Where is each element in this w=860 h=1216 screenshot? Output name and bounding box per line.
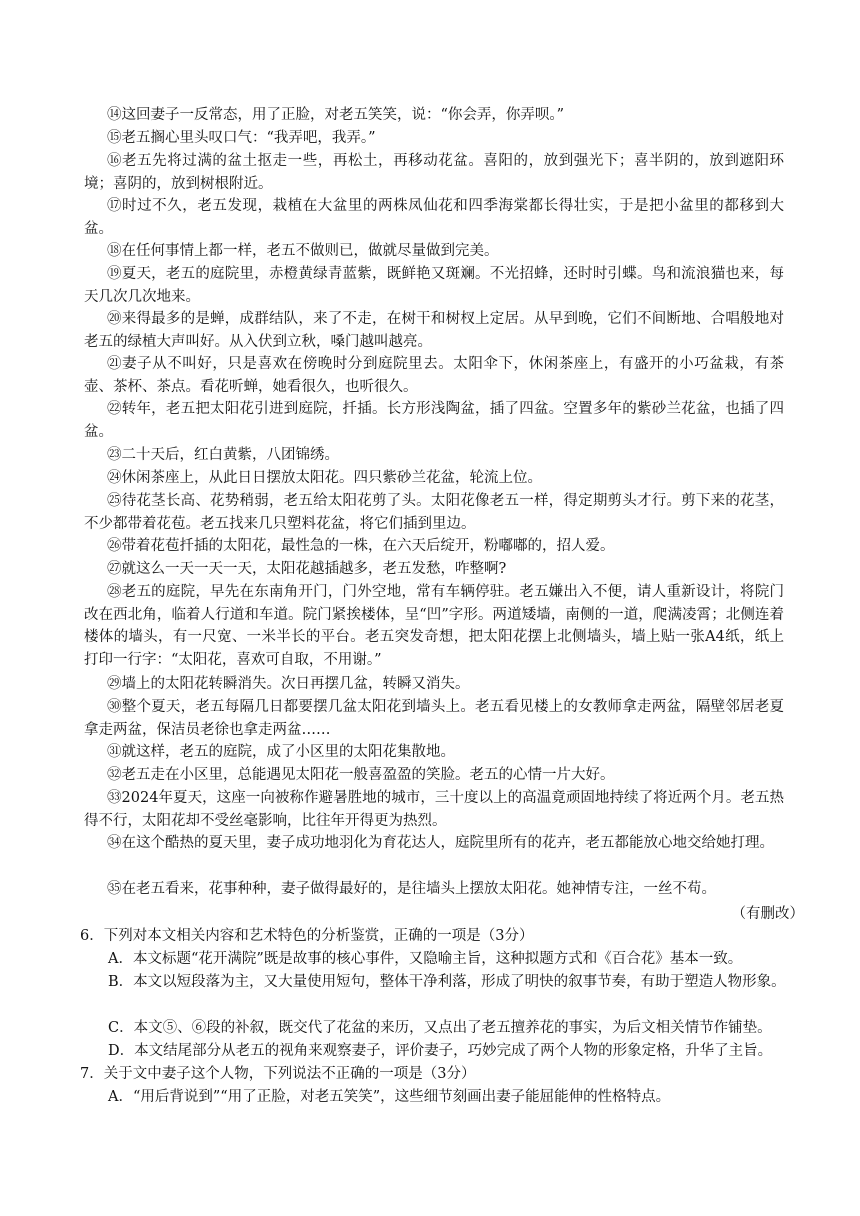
question-6-option-d: D．本文结尾部分从老五的视角来观察妻子，评价妻子，巧妙完成了两个人物的形象定格，升华了主旨。 bbox=[108, 1043, 773, 1059]
paragraph-31: ㉛就这样，老五的庭院，成了小区里的太阳花集散地。 bbox=[107, 744, 455, 760]
paragraph-21: ㉑妻子从不叫好，只是喜欢在傍晚时分到庭院里去。太阳伞下，休闲茶座上，有盛开的小巧盆栽，有茶壶、茶杯、茶点。看花听蝉，她看很久，也听很久。 bbox=[84, 356, 784, 395]
paragraph-29: ㉙墙上的太阳花转瞬消失。次日再摆几盆，转瞬又消失。 bbox=[107, 676, 470, 692]
question-7-option-a: A．“用后背说到”“用了正脸，对老五笑笑”，这些细节刻画出妻子能屈能伸的性格特点。 bbox=[108, 1089, 671, 1105]
paragraph-18: ⑱在任何事情上都一样，老五不做则已，做就尽量做到完美。 bbox=[107, 243, 499, 259]
paragraph-23: ㉓二十天后，红白黄紫，八团锦绣。 bbox=[107, 447, 339, 463]
paragraph-35: ㉟在老五看来，花事种种，妻子做得最好的，是往墙头上摆放太阳花。她神情专注，一丝不苟。 bbox=[107, 881, 716, 897]
source-note: （有删改） bbox=[731, 906, 804, 922]
paragraph-15: ⑮老五搁心里头叹口气：“我弄吧，我弄。” bbox=[107, 130, 376, 146]
paragraph-30: ㉚整个夏天，老五每隔几日都要摆几盆太阳花到墙头上。老五看见楼上的女教师拿走两盆，隔壁邻居老夏拿走两盆，保洁员老徐也拿走两盆…… bbox=[84, 699, 784, 738]
paragraph-32: ㉜老五走在小区里，总能遇见太阳花一般喜盈盈的笑脸。老五的心情一片大好。 bbox=[107, 767, 615, 783]
paragraph-17: ⑰时过不久，老五发现，栽植在大盆里的两株凤仙花和四季海棠都长得壮实，于是把小盆里的都移到大盆。 bbox=[84, 198, 784, 237]
paragraph-19: ⑲夏天，老五的庭院里，赤橙黄绿青蓝紫，既鲜艳又斑斓。不光招蜂，还时时引蝶。鸟和流浪猫也来，每天几次几次地来。 bbox=[84, 266, 784, 305]
paragraph-24: ㉔休闲茶座上，从此日日摆放太阳花。四只紫砂兰花盆，轮流上位。 bbox=[107, 470, 542, 486]
paragraph-26: ㉖带着花苞扦插的太阳花，最性急的一株，在六天后绽开，粉嘟嘟的，招人爱。 bbox=[107, 538, 615, 554]
paragraph-16: ⑯老五先将过满的盆土抠走一些，再松土，再移动花盆。喜阳的，放到强光下；喜半阴的，放到遮阳环境；喜阴的，放到树根附近。 bbox=[84, 153, 784, 192]
paragraph-22: ㉒转年，老五把太阳花引进到庭院，扦插。长方形浅陶盆，插了四盆。空置多年的紫砂兰花盆，也插了四盆。 bbox=[84, 401, 784, 440]
question-6-option-b: B．本文以短段落为主，又大量使用短句，整体干净利落，形成了明快的叙事节奏，有助于塑造人物形象。 bbox=[108, 974, 786, 990]
question-6-stem: 6．下列对本文相关内容和艺术特色的分析鉴赏，正确的一项是（3分） bbox=[80, 928, 534, 944]
paragraph-20: ⑳来得最多的是蝉，成群结队，来了不走，在树干和树杈上定居。从早到晚，它们不间断地、合唱般地对老五的绿植大声叫好。从入伏到立秋，嗓门越叫越亮。 bbox=[84, 311, 784, 350]
paragraph-14: ⑭这回妻子一反常态，用了正脸，对老五笑笑，说：“你会弄，你弄呗。” bbox=[107, 107, 565, 123]
paragraph-33: ㉝2024年夏天，这座一向被称作避暑胜地的城市，三十度以上的高温竟顽固地持续了将近两个月。老五热得不行，太阳花却不受丝毫影响，比往年开得更为热烈。 bbox=[84, 790, 784, 829]
question-6-option-c: C．本文⑤、⑥段的补叙，既交代了花盆的来历，又点出了老五擅养花的事实，为后文相关情节作铺垫。 bbox=[108, 1020, 772, 1036]
paragraph-34: ㉞在这个酷热的夏天里，妻子成功地羽化为育花达人，庭院里所有的花卉，老五都能放心地交给她打理。 bbox=[107, 835, 774, 851]
paragraph-25: ㉕待花茎长高、花势稍弱，老五给太阳花剪了头。太阳花像老五一样，得定期剪头才行。剪下来的花茎，不少都带着花苞。老五找来几只塑料花盆，将它们插到里边。 bbox=[84, 493, 784, 532]
paragraph-28: ㉘老五的庭院，早先在东南角开门，门外空地，常有车辆停驻。老五嫌出入不便，请人重新设计，将院门改在西北角，临着人行道和车道。院门紧挨楼体，呈“凹”字形。两道矮墙，南侧的一道，爬满凌霄；北侧连着楼体的墙头，有一尺宽、一米半长的平台。老五突发奇想，把太阳花摆上北侧墙头，墙上贴一张A4纸，纸上打印一行字：“太阳花，喜欢可自取，不用谢。” bbox=[84, 584, 784, 668]
question-6-option-a: A．本文标题“花开满院”既是故事的核心事件，又隐喻主旨，这种拟题方式和《百合花》基本一致。 bbox=[108, 951, 743, 967]
paragraph-27: ㉗就这么一天一天一天，太阳花越插越多，老五发愁，咋整啊? bbox=[107, 561, 507, 577]
question-7-stem: 7．关于文中妻子这个人物，下列说法不正确的一项是（3分） bbox=[80, 1066, 476, 1082]
